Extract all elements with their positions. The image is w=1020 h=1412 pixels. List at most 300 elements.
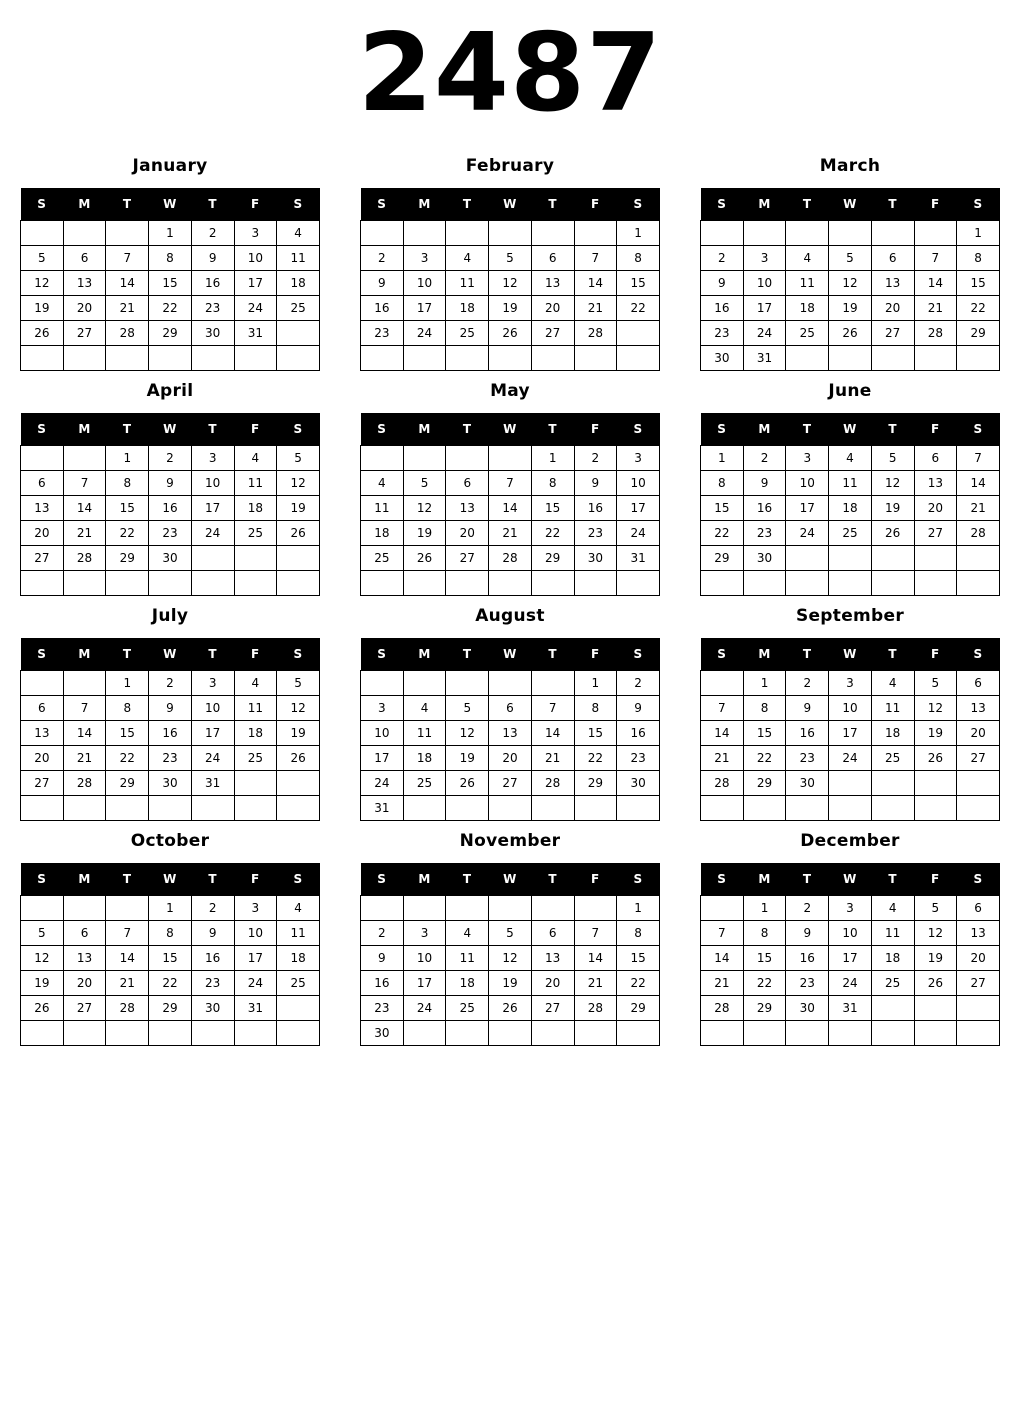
day-cell[interactable]: 3 xyxy=(191,671,234,696)
day-cell[interactable]: 7 xyxy=(701,696,744,721)
day-cell[interactable]: 29 xyxy=(106,771,149,796)
day-cell[interactable]: 18 xyxy=(277,946,320,971)
day-cell[interactable]: 20 xyxy=(446,521,489,546)
day-cell[interactable]: 22 xyxy=(617,296,660,321)
day-cell[interactable]: 2 xyxy=(701,246,744,271)
day-cell[interactable]: 26 xyxy=(21,996,64,1021)
day-cell[interactable]: 8 xyxy=(743,696,786,721)
day-cell[interactable]: 9 xyxy=(574,471,617,496)
day-cell[interactable]: 6 xyxy=(957,896,1000,921)
day-cell[interactable]: 17 xyxy=(743,296,786,321)
day-cell[interactable]: 31 xyxy=(617,546,660,571)
day-cell[interactable]: 30 xyxy=(574,546,617,571)
day-cell[interactable]: 5 xyxy=(277,671,320,696)
day-cell[interactable]: 25 xyxy=(403,771,446,796)
day-cell[interactable]: 21 xyxy=(531,746,574,771)
day-cell[interactable]: 22 xyxy=(149,971,192,996)
day-cell[interactable]: 27 xyxy=(446,546,489,571)
day-cell[interactable]: 12 xyxy=(277,471,320,496)
day-cell[interactable]: 2 xyxy=(786,671,829,696)
day-cell[interactable]: 6 xyxy=(21,471,64,496)
day-cell[interactable]: 6 xyxy=(21,696,64,721)
day-cell[interactable]: 19 xyxy=(21,296,64,321)
day-cell[interactable]: 5 xyxy=(914,896,957,921)
day-cell[interactable]: 11 xyxy=(361,496,404,521)
day-cell[interactable]: 4 xyxy=(234,446,277,471)
day-cell[interactable]: 10 xyxy=(361,721,404,746)
day-cell[interactable]: 1 xyxy=(617,896,660,921)
day-cell[interactable]: 22 xyxy=(531,521,574,546)
day-cell[interactable]: 25 xyxy=(446,996,489,1021)
day-cell[interactable]: 10 xyxy=(829,696,872,721)
day-cell[interactable]: 14 xyxy=(701,721,744,746)
day-cell[interactable]: 5 xyxy=(914,671,957,696)
day-cell[interactable]: 18 xyxy=(871,721,914,746)
day-cell[interactable]: 4 xyxy=(446,246,489,271)
day-cell[interactable]: 8 xyxy=(957,246,1000,271)
day-cell[interactable]: 11 xyxy=(829,471,872,496)
day-cell[interactable]: 16 xyxy=(786,721,829,746)
day-cell[interactable]: 13 xyxy=(871,271,914,296)
day-cell[interactable]: 25 xyxy=(234,746,277,771)
day-cell[interactable]: 27 xyxy=(957,746,1000,771)
day-cell[interactable]: 15 xyxy=(617,946,660,971)
day-cell[interactable]: 13 xyxy=(531,946,574,971)
day-cell[interactable]: 7 xyxy=(106,246,149,271)
day-cell[interactable]: 31 xyxy=(191,771,234,796)
day-cell[interactable]: 19 xyxy=(914,721,957,746)
day-cell[interactable]: 8 xyxy=(531,471,574,496)
day-cell[interactable]: 24 xyxy=(234,296,277,321)
day-cell[interactable]: 18 xyxy=(829,496,872,521)
day-cell[interactable]: 28 xyxy=(489,546,532,571)
day-cell[interactable]: 12 xyxy=(403,496,446,521)
day-cell[interactable]: 6 xyxy=(63,246,106,271)
day-cell[interactable]: 12 xyxy=(489,271,532,296)
day-cell[interactable]: 14 xyxy=(106,946,149,971)
day-cell[interactable]: 17 xyxy=(361,746,404,771)
day-cell[interactable]: 7 xyxy=(106,921,149,946)
day-cell[interactable]: 13 xyxy=(531,271,574,296)
day-cell[interactable]: 25 xyxy=(361,546,404,571)
day-cell[interactable]: 21 xyxy=(574,296,617,321)
day-cell[interactable]: 11 xyxy=(277,921,320,946)
day-cell[interactable]: 27 xyxy=(21,771,64,796)
day-cell[interactable]: 23 xyxy=(149,746,192,771)
day-cell[interactable]: 18 xyxy=(234,496,277,521)
day-cell[interactable]: 16 xyxy=(574,496,617,521)
day-cell[interactable]: 10 xyxy=(403,946,446,971)
day-cell[interactable]: 24 xyxy=(191,521,234,546)
day-cell[interactable]: 11 xyxy=(403,721,446,746)
day-cell[interactable]: 31 xyxy=(234,321,277,346)
day-cell[interactable]: 16 xyxy=(149,496,192,521)
day-cell[interactable]: 27 xyxy=(63,996,106,1021)
day-cell[interactable]: 3 xyxy=(617,446,660,471)
day-cell[interactable]: 21 xyxy=(63,746,106,771)
day-cell[interactable]: 23 xyxy=(786,746,829,771)
day-cell[interactable]: 21 xyxy=(701,746,744,771)
day-cell[interactable]: 19 xyxy=(489,971,532,996)
day-cell[interactable]: 17 xyxy=(191,496,234,521)
day-cell[interactable]: 4 xyxy=(786,246,829,271)
day-cell[interactable]: 31 xyxy=(743,346,786,371)
day-cell[interactable]: 5 xyxy=(277,446,320,471)
day-cell[interactable]: 21 xyxy=(957,496,1000,521)
day-cell[interactable]: 2 xyxy=(361,246,404,271)
day-cell[interactable]: 12 xyxy=(914,921,957,946)
day-cell[interactable]: 18 xyxy=(361,521,404,546)
day-cell[interactable]: 1 xyxy=(531,446,574,471)
day-cell[interactable]: 30 xyxy=(743,546,786,571)
day-cell[interactable]: 2 xyxy=(361,921,404,946)
day-cell[interactable]: 15 xyxy=(531,496,574,521)
day-cell[interactable]: 17 xyxy=(829,721,872,746)
day-cell[interactable]: 30 xyxy=(149,771,192,796)
day-cell[interactable]: 8 xyxy=(149,246,192,271)
day-cell[interactable]: 30 xyxy=(149,546,192,571)
day-cell[interactable]: 24 xyxy=(361,771,404,796)
day-cell[interactable]: 16 xyxy=(743,496,786,521)
day-cell[interactable]: 28 xyxy=(701,996,744,1021)
day-cell[interactable]: 11 xyxy=(446,271,489,296)
day-cell[interactable]: 24 xyxy=(786,521,829,546)
day-cell[interactable]: 17 xyxy=(829,946,872,971)
day-cell[interactable]: 28 xyxy=(574,996,617,1021)
day-cell[interactable]: 13 xyxy=(21,721,64,746)
day-cell[interactable]: 26 xyxy=(277,521,320,546)
day-cell[interactable]: 18 xyxy=(446,971,489,996)
day-cell[interactable]: 26 xyxy=(914,971,957,996)
day-cell[interactable]: 1 xyxy=(617,221,660,246)
day-cell[interactable]: 16 xyxy=(191,946,234,971)
day-cell[interactable]: 27 xyxy=(21,546,64,571)
day-cell[interactable]: 29 xyxy=(743,996,786,1021)
day-cell[interactable]: 23 xyxy=(361,996,404,1021)
day-cell[interactable]: 6 xyxy=(489,696,532,721)
day-cell[interactable]: 15 xyxy=(106,721,149,746)
day-cell[interactable]: 9 xyxy=(361,946,404,971)
day-cell[interactable]: 3 xyxy=(234,221,277,246)
day-cell[interactable]: 10 xyxy=(786,471,829,496)
day-cell[interactable]: 11 xyxy=(786,271,829,296)
day-cell[interactable]: 17 xyxy=(617,496,660,521)
day-cell[interactable]: 11 xyxy=(234,471,277,496)
day-cell[interactable]: 7 xyxy=(531,696,574,721)
day-cell[interactable]: 12 xyxy=(21,271,64,296)
day-cell[interactable]: 24 xyxy=(617,521,660,546)
day-cell[interactable]: 22 xyxy=(743,971,786,996)
day-cell[interactable]: 25 xyxy=(871,746,914,771)
day-cell[interactable]: 14 xyxy=(489,496,532,521)
day-cell[interactable]: 1 xyxy=(574,671,617,696)
day-cell[interactable]: 1 xyxy=(149,221,192,246)
day-cell[interactable]: 18 xyxy=(277,271,320,296)
day-cell[interactable]: 18 xyxy=(446,296,489,321)
day-cell[interactable]: 1 xyxy=(957,221,1000,246)
day-cell[interactable]: 1 xyxy=(106,446,149,471)
day-cell[interactable]: 24 xyxy=(403,996,446,1021)
day-cell[interactable]: 7 xyxy=(914,246,957,271)
day-cell[interactable]: 27 xyxy=(957,971,1000,996)
day-cell[interactable]: 25 xyxy=(786,321,829,346)
day-cell[interactable]: 30 xyxy=(191,996,234,1021)
day-cell[interactable]: 20 xyxy=(957,721,1000,746)
day-cell[interactable]: 29 xyxy=(957,321,1000,346)
day-cell[interactable]: 10 xyxy=(191,471,234,496)
day-cell[interactable]: 30 xyxy=(701,346,744,371)
day-cell[interactable]: 3 xyxy=(191,446,234,471)
day-cell[interactable]: 21 xyxy=(63,521,106,546)
day-cell[interactable]: 21 xyxy=(106,971,149,996)
day-cell[interactable]: 5 xyxy=(489,921,532,946)
day-cell[interactable]: 6 xyxy=(531,246,574,271)
day-cell[interactable]: 23 xyxy=(617,746,660,771)
day-cell[interactable]: 4 xyxy=(871,896,914,921)
day-cell[interactable]: 5 xyxy=(829,246,872,271)
day-cell[interactable]: 23 xyxy=(361,321,404,346)
day-cell[interactable]: 4 xyxy=(871,671,914,696)
day-cell[interactable]: 18 xyxy=(786,296,829,321)
day-cell[interactable]: 15 xyxy=(149,946,192,971)
day-cell[interactable]: 24 xyxy=(403,321,446,346)
day-cell[interactable]: 7 xyxy=(574,921,617,946)
day-cell[interactable]: 12 xyxy=(21,946,64,971)
day-cell[interactable]: 18 xyxy=(871,946,914,971)
day-cell[interactable]: 13 xyxy=(63,271,106,296)
day-cell[interactable]: 18 xyxy=(403,746,446,771)
day-cell[interactable]: 1 xyxy=(743,896,786,921)
day-cell[interactable]: 7 xyxy=(957,446,1000,471)
day-cell[interactable]: 2 xyxy=(743,446,786,471)
day-cell[interactable]: 29 xyxy=(531,546,574,571)
day-cell[interactable]: 8 xyxy=(106,471,149,496)
day-cell[interactable]: 27 xyxy=(531,321,574,346)
day-cell[interactable]: 23 xyxy=(191,971,234,996)
day-cell[interactable]: 22 xyxy=(106,746,149,771)
day-cell[interactable]: 10 xyxy=(234,921,277,946)
day-cell[interactable]: 14 xyxy=(914,271,957,296)
day-cell[interactable]: 23 xyxy=(149,521,192,546)
day-cell[interactable]: 15 xyxy=(957,271,1000,296)
day-cell[interactable]: 13 xyxy=(914,471,957,496)
day-cell[interactable]: 9 xyxy=(149,696,192,721)
day-cell[interactable]: 2 xyxy=(149,446,192,471)
day-cell[interactable]: 31 xyxy=(361,796,404,821)
day-cell[interactable]: 15 xyxy=(106,496,149,521)
day-cell[interactable]: 9 xyxy=(191,921,234,946)
day-cell[interactable]: 20 xyxy=(871,296,914,321)
day-cell[interactable]: 15 xyxy=(743,946,786,971)
day-cell[interactable]: 27 xyxy=(63,321,106,346)
day-cell[interactable]: 14 xyxy=(106,271,149,296)
day-cell[interactable]: 29 xyxy=(106,546,149,571)
day-cell[interactable]: 6 xyxy=(914,446,957,471)
day-cell[interactable]: 8 xyxy=(617,921,660,946)
day-cell[interactable]: 23 xyxy=(191,296,234,321)
day-cell[interactable]: 24 xyxy=(234,971,277,996)
day-cell[interactable]: 28 xyxy=(106,996,149,1021)
day-cell[interactable]: 13 xyxy=(446,496,489,521)
day-cell[interactable]: 26 xyxy=(489,996,532,1021)
day-cell[interactable]: 3 xyxy=(786,446,829,471)
day-cell[interactable]: 17 xyxy=(234,271,277,296)
day-cell[interactable]: 7 xyxy=(574,246,617,271)
day-cell[interactable]: 30 xyxy=(786,771,829,796)
day-cell[interactable]: 2 xyxy=(191,221,234,246)
day-cell[interactable]: 22 xyxy=(701,521,744,546)
day-cell[interactable]: 8 xyxy=(574,696,617,721)
day-cell[interactable]: 7 xyxy=(489,471,532,496)
day-cell[interactable]: 8 xyxy=(106,696,149,721)
day-cell[interactable]: 12 xyxy=(277,696,320,721)
day-cell[interactable]: 24 xyxy=(191,746,234,771)
day-cell[interactable]: 28 xyxy=(701,771,744,796)
day-cell[interactable]: 6 xyxy=(871,246,914,271)
day-cell[interactable]: 3 xyxy=(829,671,872,696)
day-cell[interactable]: 26 xyxy=(871,521,914,546)
day-cell[interactable]: 19 xyxy=(489,296,532,321)
day-cell[interactable]: 19 xyxy=(403,521,446,546)
day-cell[interactable]: 14 xyxy=(63,496,106,521)
day-cell[interactable]: 7 xyxy=(63,696,106,721)
day-cell[interactable]: 9 xyxy=(786,921,829,946)
day-cell[interactable]: 5 xyxy=(21,921,64,946)
day-cell[interactable]: 16 xyxy=(786,946,829,971)
day-cell[interactable]: 19 xyxy=(829,296,872,321)
day-cell[interactable]: 5 xyxy=(403,471,446,496)
day-cell[interactable]: 9 xyxy=(361,271,404,296)
day-cell[interactable]: 21 xyxy=(701,971,744,996)
day-cell[interactable]: 4 xyxy=(277,896,320,921)
day-cell[interactable]: 5 xyxy=(489,246,532,271)
day-cell[interactable]: 15 xyxy=(574,721,617,746)
day-cell[interactable]: 25 xyxy=(234,521,277,546)
day-cell[interactable]: 16 xyxy=(617,721,660,746)
day-cell[interactable]: 12 xyxy=(489,946,532,971)
day-cell[interactable]: 28 xyxy=(914,321,957,346)
day-cell[interactable]: 9 xyxy=(191,246,234,271)
day-cell[interactable]: 27 xyxy=(871,321,914,346)
day-cell[interactable]: 19 xyxy=(446,746,489,771)
day-cell[interactable]: 28 xyxy=(63,771,106,796)
day-cell[interactable]: 17 xyxy=(234,946,277,971)
day-cell[interactable]: 19 xyxy=(871,496,914,521)
day-cell[interactable]: 20 xyxy=(531,971,574,996)
day-cell[interactable]: 14 xyxy=(574,271,617,296)
day-cell[interactable]: 10 xyxy=(743,271,786,296)
day-cell[interactable]: 31 xyxy=(234,996,277,1021)
day-cell[interactable]: 28 xyxy=(63,546,106,571)
day-cell[interactable]: 25 xyxy=(829,521,872,546)
day-cell[interactable]: 28 xyxy=(957,521,1000,546)
day-cell[interactable]: 20 xyxy=(914,496,957,521)
day-cell[interactable]: 2 xyxy=(191,896,234,921)
day-cell[interactable]: 12 xyxy=(871,471,914,496)
day-cell[interactable]: 21 xyxy=(106,296,149,321)
day-cell[interactable]: 25 xyxy=(277,971,320,996)
day-cell[interactable]: 3 xyxy=(829,896,872,921)
day-cell[interactable]: 11 xyxy=(871,696,914,721)
day-cell[interactable]: 28 xyxy=(531,771,574,796)
day-cell[interactable]: 15 xyxy=(701,496,744,521)
day-cell[interactable]: 19 xyxy=(21,971,64,996)
day-cell[interactable]: 20 xyxy=(21,746,64,771)
day-cell[interactable]: 13 xyxy=(957,921,1000,946)
day-cell[interactable]: 17 xyxy=(191,721,234,746)
day-cell[interactable]: 4 xyxy=(403,696,446,721)
day-cell[interactable]: 25 xyxy=(277,296,320,321)
day-cell[interactable]: 2 xyxy=(617,671,660,696)
day-cell[interactable]: 9 xyxy=(149,471,192,496)
day-cell[interactable]: 9 xyxy=(786,696,829,721)
day-cell[interactable]: 13 xyxy=(63,946,106,971)
day-cell[interactable]: 23 xyxy=(701,321,744,346)
day-cell[interactable]: 13 xyxy=(957,696,1000,721)
day-cell[interactable]: 28 xyxy=(574,321,617,346)
day-cell[interactable]: 20 xyxy=(21,521,64,546)
day-cell[interactable]: 3 xyxy=(403,921,446,946)
day-cell[interactable]: 26 xyxy=(446,771,489,796)
day-cell[interactable]: 5 xyxy=(871,446,914,471)
day-cell[interactable]: 16 xyxy=(361,971,404,996)
day-cell[interactable]: 29 xyxy=(149,996,192,1021)
day-cell[interactable]: 26 xyxy=(21,321,64,346)
day-cell[interactable]: 11 xyxy=(277,246,320,271)
day-cell[interactable]: 22 xyxy=(106,521,149,546)
day-cell[interactable]: 27 xyxy=(489,771,532,796)
day-cell[interactable]: 30 xyxy=(191,321,234,346)
day-cell[interactable]: 25 xyxy=(446,321,489,346)
day-cell[interactable]: 17 xyxy=(786,496,829,521)
day-cell[interactable]: 26 xyxy=(489,321,532,346)
day-cell[interactable]: 12 xyxy=(914,696,957,721)
day-cell[interactable]: 4 xyxy=(234,671,277,696)
day-cell[interactable]: 11 xyxy=(234,696,277,721)
day-cell[interactable]: 24 xyxy=(829,746,872,771)
day-cell[interactable]: 10 xyxy=(403,271,446,296)
day-cell[interactable]: 1 xyxy=(149,896,192,921)
day-cell[interactable]: 27 xyxy=(531,996,574,1021)
day-cell[interactable]: 5 xyxy=(21,246,64,271)
day-cell[interactable]: 23 xyxy=(743,521,786,546)
day-cell[interactable]: 26 xyxy=(403,546,446,571)
day-cell[interactable]: 23 xyxy=(574,521,617,546)
day-cell[interactable]: 10 xyxy=(829,921,872,946)
day-cell[interactable]: 14 xyxy=(531,721,574,746)
day-cell[interactable]: 8 xyxy=(617,246,660,271)
day-cell[interactable]: 6 xyxy=(446,471,489,496)
day-cell[interactable]: 21 xyxy=(574,971,617,996)
day-cell[interactable]: 30 xyxy=(361,1021,404,1046)
day-cell[interactable]: 17 xyxy=(403,971,446,996)
day-cell[interactable]: 20 xyxy=(957,946,1000,971)
day-cell[interactable]: 29 xyxy=(149,321,192,346)
day-cell[interactable]: 22 xyxy=(957,296,1000,321)
day-cell[interactable]: 4 xyxy=(446,921,489,946)
day-cell[interactable]: 6 xyxy=(531,921,574,946)
day-cell[interactable]: 26 xyxy=(829,321,872,346)
day-cell[interactable]: 10 xyxy=(617,471,660,496)
day-cell[interactable]: 21 xyxy=(914,296,957,321)
day-cell[interactable]: 10 xyxy=(234,246,277,271)
day-cell[interactable]: 7 xyxy=(63,471,106,496)
day-cell[interactable]: 14 xyxy=(701,946,744,971)
day-cell[interactable]: 8 xyxy=(701,471,744,496)
day-cell[interactable]: 12 xyxy=(829,271,872,296)
day-cell[interactable]: 16 xyxy=(149,721,192,746)
day-cell[interactable]: 2 xyxy=(574,446,617,471)
